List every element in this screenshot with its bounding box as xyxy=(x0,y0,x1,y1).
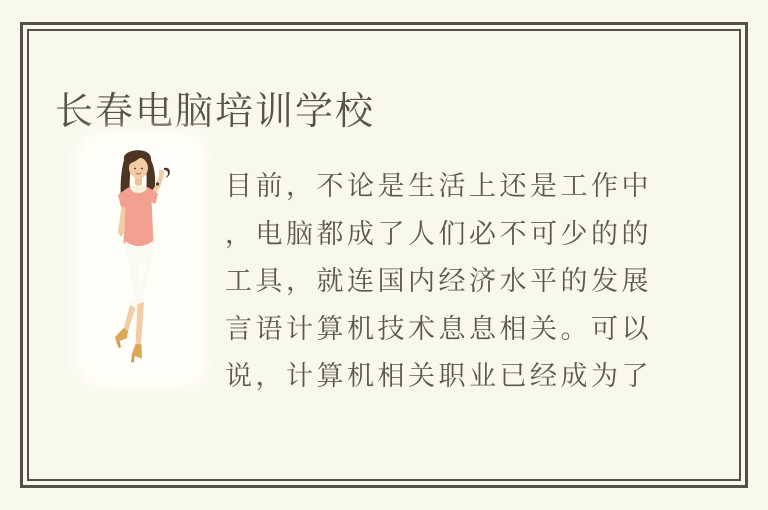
woman-photo xyxy=(85,140,197,380)
article-body xyxy=(225,163,665,401)
body-line: 工具，就连国内经济水平的发展 xyxy=(225,266,652,296)
page-title: 长春电脑培训学校 xyxy=(55,91,376,134)
body-line: 说，计算机相关职业已经成为了 xyxy=(225,361,652,391)
body-line: 目前，不论是生活上还是工作中 xyxy=(225,171,652,201)
body-line: 言语计算机技术息息相关。可以 xyxy=(225,313,652,344)
body-line: ，电脑都成了人们必不可少的的 xyxy=(225,218,652,249)
woman-illustration xyxy=(85,140,197,380)
